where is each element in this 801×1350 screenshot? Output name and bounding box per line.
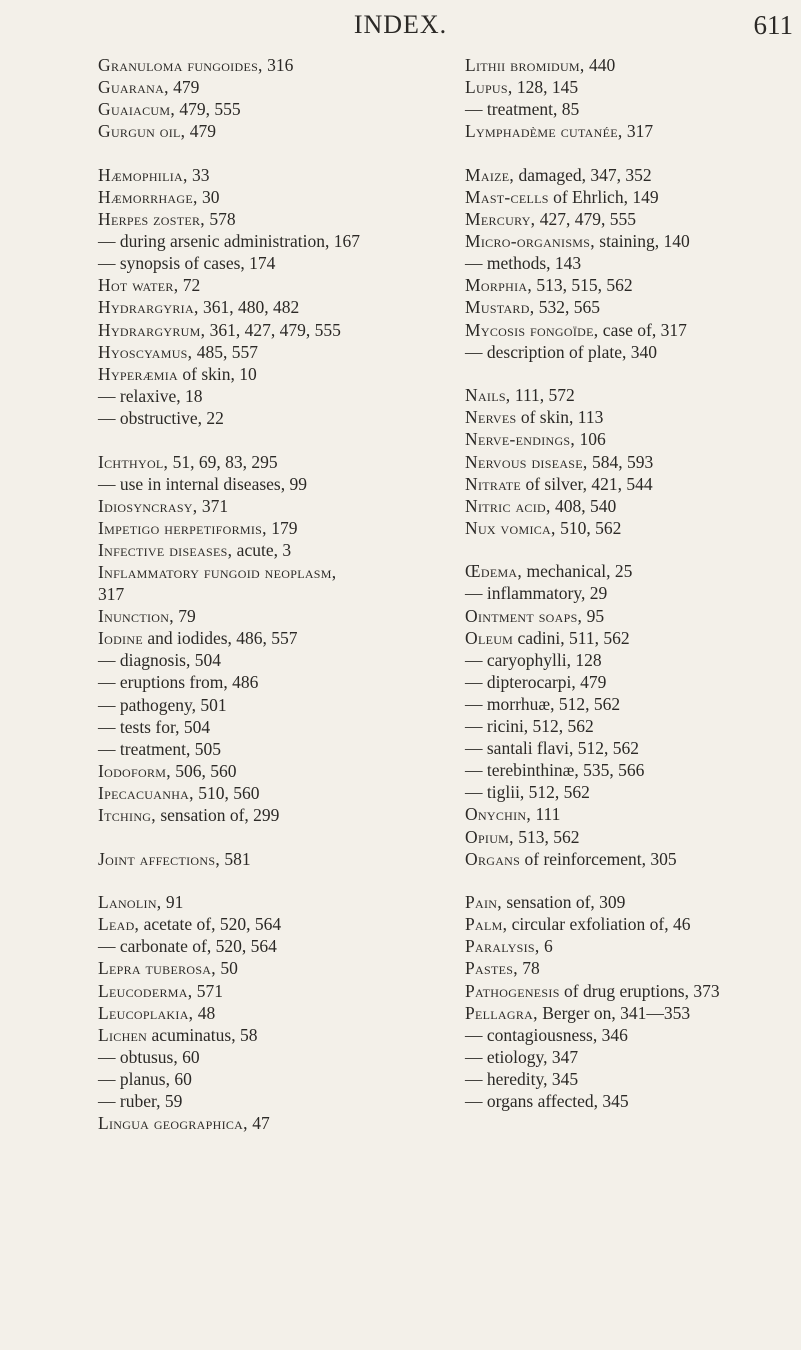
index-entry [98, 319, 450, 341]
index-entry [465, 1002, 800, 1024]
entry-text: — organs affected, 345 [465, 1091, 629, 1112]
entry-text: — treatment, 505 [98, 738, 221, 759]
index-entry [98, 341, 450, 363]
entry-text: 532, 565 [534, 297, 601, 318]
entry-heading: Hyoscyamus, [98, 341, 193, 362]
entry-text: — description of plate, 340 [465, 341, 657, 362]
index-entry [98, 363, 450, 385]
entry-heading: Ipecacuanha, [98, 782, 194, 803]
index-subentry [98, 716, 450, 738]
entry-heading: Inflammatory fungoid neoplasm, [98, 561, 337, 582]
entry-text: 510, 560 [193, 782, 260, 803]
index-entry [98, 186, 450, 208]
index-subentry [98, 671, 450, 693]
index-entry [98, 495, 450, 517]
section-gap [98, 429, 450, 451]
entry-text: 581 [220, 848, 251, 869]
entry-text: — diagnosis, 504 [98, 650, 221, 671]
index-entry [465, 451, 800, 473]
entry-text: 111, 572 [510, 385, 575, 406]
index-subentry [465, 1090, 800, 1112]
entry-heading: Pathogenesis [465, 980, 560, 1001]
index-subentry [465, 737, 800, 759]
entry-text: 440 [584, 55, 616, 75]
index-entry [465, 957, 800, 979]
entry-heading: Morphia, [465, 275, 533, 296]
index-entry [98, 561, 450, 583]
index-entry [465, 120, 800, 142]
index-subentry [465, 1024, 800, 1046]
index-entry [465, 913, 800, 935]
entry-text: — eruptions from, 486 [98, 672, 259, 693]
entry-heading: Pellagra, [465, 1002, 538, 1023]
entry-heading: Hydrargyria, [98, 297, 199, 318]
section-gap [465, 870, 800, 892]
entry-text: — heredity, 345 [465, 1068, 579, 1089]
entry-heading: Lingua geographica, [98, 1113, 248, 1134]
index-entry [465, 560, 800, 582]
index-subentry [98, 1090, 450, 1112]
index-subentry [465, 98, 800, 120]
section-gap [98, 826, 450, 848]
index-entry [98, 517, 450, 539]
index-entry [98, 782, 450, 804]
entry-text: of skin, 113 [516, 407, 604, 428]
index-entry [465, 473, 800, 495]
index-subentry [465, 715, 800, 737]
entry-heading: Mercury, [465, 209, 536, 230]
entry-text: acetate of, 520, 564 [139, 914, 282, 935]
index-subentry [98, 230, 450, 252]
entry-heading: Lithii bromidum, [465, 55, 585, 75]
entry-text: 106 [575, 429, 606, 450]
index-entry [98, 760, 450, 782]
entry-text: 578 [204, 209, 236, 230]
entry-heading: Micro-organisms, [465, 231, 595, 252]
entry-heading: Nerves [465, 407, 517, 428]
entry-text: — planus, 60 [98, 1068, 192, 1089]
entry-text: 317 [98, 584, 125, 605]
entry-heading: Granuloma fungoides, [98, 55, 263, 75]
entry-text: 48 [193, 1002, 216, 1023]
section-gap [465, 363, 800, 385]
entry-text: 51, 69, 83, 295 [168, 451, 278, 472]
entry-heading: Gurgun oil, [98, 121, 186, 142]
index-subentry [98, 1046, 450, 1068]
entry-heading: Lichen [98, 1024, 148, 1045]
entry-heading: Opium, [465, 826, 514, 847]
entry-heading: Mustard, [465, 297, 535, 318]
index-entry [465, 230, 800, 252]
entry-text: 179 [266, 517, 298, 538]
entry-text: — relaxive, 18 [98, 385, 203, 406]
section-gap [98, 870, 450, 892]
index-subentry [98, 583, 450, 605]
entry-text: and iodides, 486, 557 [142, 628, 298, 649]
entry-heading: Impetigo herpetiformis, [98, 517, 267, 538]
entry-text: 316 [262, 55, 294, 75]
index-subentry [98, 407, 450, 429]
entry-heading: Nitrate [465, 473, 522, 494]
entry-heading: Hyperæmia [98, 363, 179, 384]
index-entry [98, 605, 450, 627]
entry-heading: Paralysis, [465, 936, 540, 957]
index-subentry [465, 649, 800, 671]
entry-text: staining, 140 [594, 231, 690, 252]
entry-text: — etiology, 347 [465, 1046, 579, 1067]
entry-text: — methods, 143 [465, 253, 582, 274]
entry-text: of drug eruptions, 373 [559, 980, 720, 1001]
entry-text: — dipterocarpi, 479 [465, 671, 607, 692]
entry-text: 510, 562 [555, 517, 622, 538]
entry-text: 513, 515, 562 [532, 275, 633, 296]
index-subentry [98, 473, 450, 495]
entry-heading: Lupus, [465, 77, 513, 98]
entry-heading: Nails, [465, 385, 511, 406]
index-entry [98, 54, 450, 76]
entry-text: cadini, 511, 562 [513, 627, 630, 648]
index-entry [98, 451, 450, 473]
index-entry [465, 627, 800, 649]
entry-heading: Mast-cells [465, 186, 549, 207]
entry-text: — caryophylli, 128 [465, 649, 602, 670]
index-entry [98, 76, 450, 98]
index-entry [465, 495, 800, 517]
entry-text: circular exfoliation of, 46 [507, 914, 691, 935]
entry-text: 571 [192, 980, 223, 1001]
index-subentry [465, 759, 800, 781]
index-column-left [98, 54, 450, 1134]
index-entry [465, 274, 800, 296]
index-subentry [98, 252, 450, 274]
index-entry [465, 406, 800, 428]
entry-heading: Palm, [465, 914, 508, 935]
section-gap [465, 142, 800, 164]
entry-heading: Herpes zoster, [98, 209, 205, 230]
entry-text: 47 [247, 1113, 270, 1134]
index-entry [98, 296, 450, 318]
entry-text: 427, 479, 555 [535, 209, 636, 230]
index-entry [98, 1112, 450, 1134]
entry-heading: Lanolin, [98, 892, 162, 913]
entry-text: 79 [173, 606, 196, 627]
entry-heading: Onychin, [465, 804, 532, 825]
entry-text: 479 [185, 121, 216, 142]
entry-text: 506, 560 [170, 760, 237, 781]
entry-text: 33 [187, 164, 210, 185]
index-entry [465, 76, 800, 98]
entry-text: 584, 593 [587, 451, 654, 472]
entry-heading: Lead, [98, 914, 140, 935]
entry-heading: Idiosyncrasy, [98, 495, 198, 516]
entry-heading: Maize, [465, 164, 515, 185]
index-subentry [465, 341, 800, 363]
index-entry [98, 1024, 450, 1046]
entry-heading: Guaiacum, [98, 99, 176, 120]
entry-heading: Guarana, [98, 77, 169, 98]
entry-text: 72 [178, 275, 201, 296]
entry-heading: Hæmophilia, [98, 164, 188, 185]
section-gap [98, 142, 450, 164]
index-entry [465, 208, 800, 230]
entry-text: — obstructive, 22 [98, 407, 224, 428]
entry-text: 128, 145 [512, 77, 579, 98]
entry-heading: Mycosis fongoïde, [465, 319, 599, 340]
entry-text: — carbonate of, 520, 564 [98, 936, 277, 957]
entry-text: — tiglii, 512, 562 [465, 782, 590, 803]
index-entry [465, 384, 800, 406]
index-entry [98, 208, 450, 230]
index-entry [98, 980, 450, 1002]
entry-text: 78 [517, 958, 540, 979]
index-entry [465, 891, 800, 913]
index-subentry [465, 781, 800, 803]
index-entry [465, 319, 800, 341]
entry-text: 30 [197, 186, 220, 207]
entry-text: — terebinthinæ, 535, 566 [465, 760, 645, 781]
entry-text: — ruber, 59 [98, 1091, 183, 1112]
entry-heading: Ichthyol, [98, 451, 169, 472]
index-entry [98, 274, 450, 296]
entry-text: case of, 317 [598, 319, 687, 340]
entry-text: — obtusus, 60 [98, 1046, 200, 1067]
index-entry [98, 164, 450, 186]
index-entry [465, 428, 800, 450]
entry-text: — santali flavi, 512, 562 [465, 738, 640, 759]
index-subentry [98, 738, 450, 760]
entry-text: acute, 3 [232, 539, 292, 560]
entry-text: 479 [168, 77, 200, 98]
entry-text: 513, 562 [513, 826, 580, 847]
index-entry [465, 54, 800, 76]
index-entry [465, 605, 800, 627]
entry-text: 317 [622, 121, 654, 142]
entry-heading: Leucoplakia, [98, 1002, 194, 1023]
entry-text: 111 [531, 804, 561, 825]
entry-text: sensation of, 299 [155, 805, 280, 825]
entry-heading: Leucoderma, [98, 980, 193, 1001]
entry-text: of skin, 10 [178, 363, 257, 384]
index-entry [98, 913, 450, 935]
entry-text: — treatment, 85 [465, 99, 580, 120]
entry-text: of Ehrlich, 149 [548, 186, 659, 207]
entry-heading: Organs [465, 848, 521, 869]
entry-text: — during arsenic administration, 167 [98, 231, 360, 252]
index-subentry [465, 1068, 800, 1090]
section-gap [465, 539, 800, 561]
index-subentry [465, 693, 800, 715]
entry-text: damaged, 347, 352 [514, 164, 652, 185]
index-entry [465, 980, 800, 1002]
index-entry [465, 826, 800, 848]
entry-text: 361, 480, 482 [198, 297, 300, 318]
entry-heading: Nitric acid, [465, 495, 551, 516]
entry-text: — morrhuæ, 512, 562 [465, 693, 621, 714]
entry-heading: Pain, [465, 892, 502, 913]
entry-text: 95 [582, 605, 605, 626]
entry-heading: Pastes, [465, 958, 518, 979]
entry-text: — pathogeny, 501 [98, 694, 227, 715]
index-entry [465, 848, 800, 870]
index-entry [98, 891, 450, 913]
entry-heading: Iodine [98, 628, 143, 649]
entry-text: — synopsis of cases, 174 [98, 253, 276, 274]
entry-heading: Hydrargyrum, [98, 319, 206, 340]
entry-text: Berger on, 341—353 [537, 1002, 691, 1023]
entry-text: 50 [215, 958, 238, 979]
entry-heading: Itching, [98, 805, 156, 825]
entry-heading: Joint affections, [98, 848, 220, 869]
index-entry [465, 296, 800, 318]
index-entry [98, 627, 450, 649]
index-entry [98, 957, 450, 979]
entry-text: — contagiousness, 346 [465, 1024, 628, 1045]
index-subentry [98, 935, 450, 957]
entry-text: acuminatus, 58 [147, 1024, 258, 1045]
entry-heading: Infective diseases, [98, 539, 233, 560]
index-entry [98, 120, 450, 142]
entry-text: 485, 557 [192, 341, 258, 362]
entry-text: — ricini, 512, 562 [465, 716, 594, 737]
entry-text: 408, 540 [550, 495, 617, 516]
page-number: 611 [753, 10, 793, 40]
entry-text: 371 [197, 495, 229, 516]
index-entry [98, 804, 450, 826]
entry-heading: Iodoform, [98, 760, 171, 781]
entry-heading: Lepra tuberosa, [98, 958, 216, 979]
page-header [0, 10, 801, 44]
entry-text: of reinforcement, 305 [520, 848, 677, 869]
index-entry [98, 98, 450, 120]
index-subentry [465, 252, 800, 274]
entry-text: 361, 427, 479, 555 [205, 319, 341, 340]
index-subentry [98, 649, 450, 671]
entry-heading: Oleum [465, 627, 514, 648]
entry-heading: Lymphadème cutanée, [465, 121, 623, 142]
index-entry [465, 803, 800, 825]
index-subentry [465, 1046, 800, 1068]
entry-heading: Nux vomica, [465, 517, 556, 538]
index-subentry [465, 582, 800, 604]
entry-heading: Hot water, [98, 275, 179, 296]
index-column-right [465, 54, 800, 1112]
entry-text: mechanical, 25 [522, 561, 633, 582]
index-subentry [98, 694, 450, 716]
entry-heading: Nerve-endings, [465, 429, 576, 450]
entry-heading: Inunction, [98, 606, 174, 627]
entry-text: — use in internal diseases, 99 [98, 473, 307, 494]
index-entry [98, 848, 450, 870]
index-entry [465, 164, 800, 186]
entry-heading: Nervous disease, [465, 451, 588, 472]
page-title: INDEX. [353, 10, 448, 39]
index-entry [98, 1002, 450, 1024]
index-entry [465, 935, 800, 957]
entry-heading: Œdema, [465, 561, 523, 582]
entry-text: sensation of, 309 [501, 892, 626, 913]
entry-text: of silver, 421, 544 [521, 473, 653, 494]
entry-text: 6 [539, 936, 553, 957]
index-entry [98, 539, 450, 561]
index-entry [465, 517, 800, 539]
entry-heading: Ointment soaps, [465, 605, 583, 626]
index-entry [465, 186, 800, 208]
entry-text: — tests for, 504 [98, 716, 211, 737]
entry-text: 91 [161, 892, 184, 913]
entry-heading: Hæmorrhage, [98, 186, 198, 207]
entry-text: 479, 555 [175, 99, 241, 120]
index-subentry [465, 671, 800, 693]
index-subentry [98, 385, 450, 407]
entry-text: — inflammatory, 29 [465, 583, 608, 604]
index-subentry [98, 1068, 450, 1090]
